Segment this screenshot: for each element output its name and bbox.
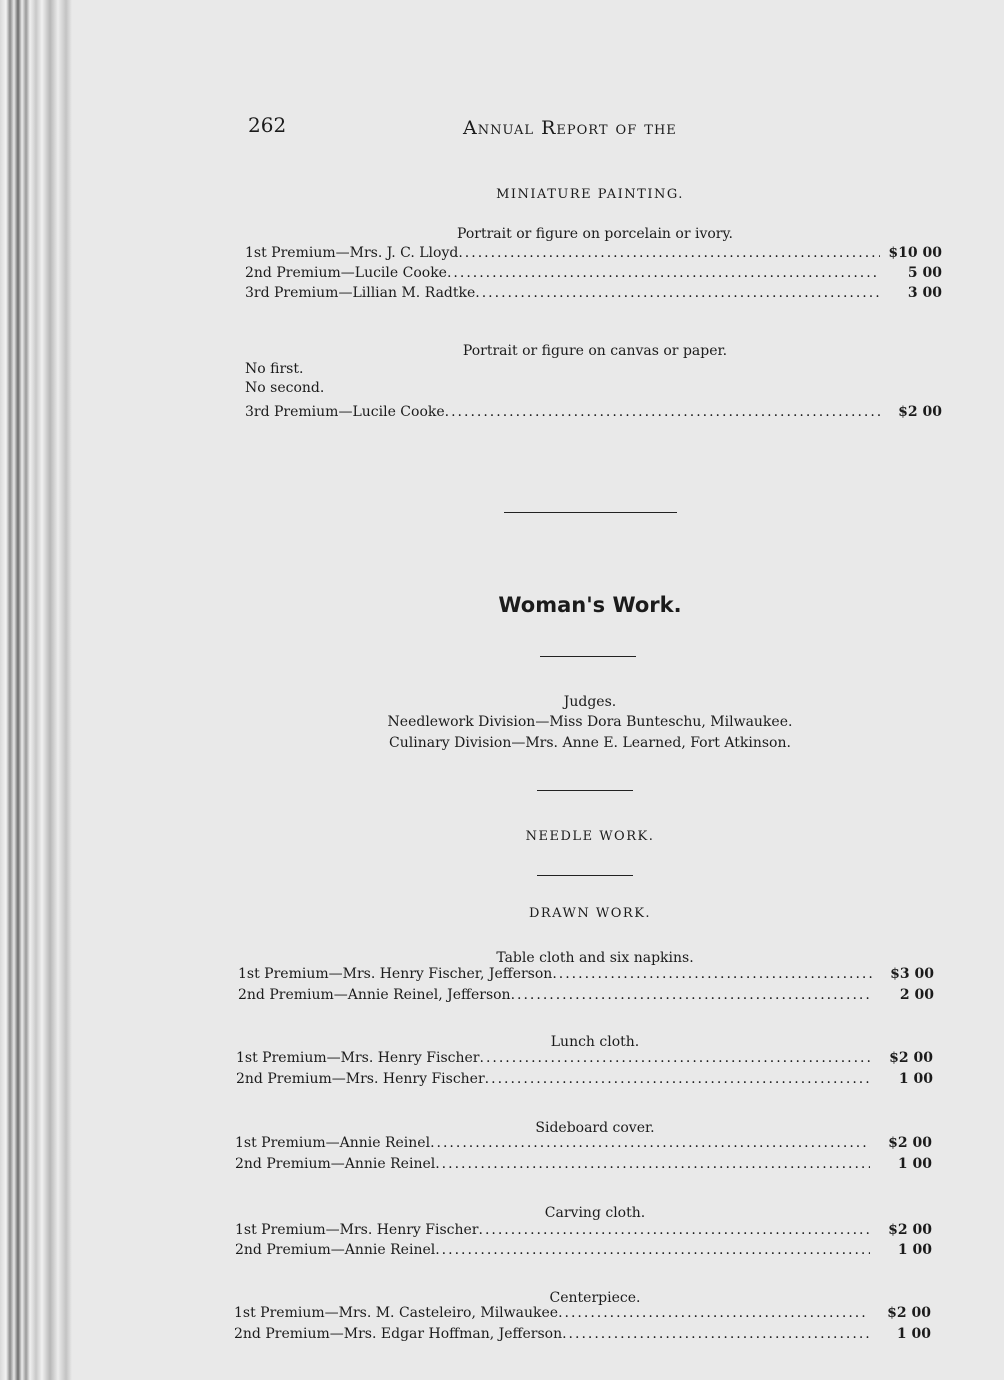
premium-entry: [235, 1156, 932, 1172]
premium-entry: [245, 265, 942, 281]
premium-winner: 2nd Premium—Lucile Cooke: [245, 265, 447, 281]
premium-winner: 1st Premium—Annie Reinel: [235, 1135, 431, 1151]
premium-amount: 5 00: [907, 265, 942, 281]
premium-amount: $2 00: [888, 1135, 932, 1151]
premium-entry: [235, 1222, 932, 1238]
page-number: 262: [248, 113, 287, 137]
premium-entry: [245, 404, 942, 420]
category-subtitle: Carving cloth.: [544, 1205, 646, 1221]
section-divider: [504, 512, 677, 513]
premium-entry: [238, 966, 934, 982]
premium-amount: $10 00: [888, 245, 942, 261]
premium-amount: $3 00: [890, 966, 934, 982]
dot-leader: [562, 1326, 869, 1342]
judge-line: Needlework Division—Miss Dora Bunteschu, Milwaukee.: [387, 714, 793, 730]
premium-entry: [235, 1135, 932, 1151]
premium-winner: 2nd Premium—Mrs. Henry Fischer: [236, 1071, 485, 1087]
premium-amount: $2 00: [888, 1222, 932, 1238]
divider-rule: [540, 656, 636, 657]
premium-entry: [234, 1305, 931, 1321]
dot-leader: [480, 1050, 872, 1066]
premium-amount: 1 00: [897, 1156, 932, 1172]
premium-winner: 3rd Premium—Lillian M. Radtke: [245, 285, 476, 301]
premium-winner: 1st Premium—Mrs. J. C. Lloyd: [245, 245, 459, 261]
dot-leader: [485, 1071, 871, 1087]
divider-rule: [537, 790, 633, 791]
section-title-miniature-painting: MINIATURE PAINTING.: [496, 187, 684, 202]
premium-winner: 2nd Premium—Annie Reinel: [235, 1242, 436, 1258]
premium-amount: $2 00: [889, 1050, 933, 1066]
premium-winner: 1st Premium—Mrs. M. Casteleiro, Milwaukee: [234, 1305, 559, 1321]
premium-amount: $2 00: [887, 1305, 931, 1321]
category-subtitle: Table cloth and six napkins.: [496, 950, 694, 966]
section-title-drawn-work: DRAWN WORK.: [528, 906, 652, 921]
premium-amount: $2 00: [898, 404, 942, 420]
premium-entry: [236, 1071, 933, 1087]
dot-leader: [430, 1135, 870, 1151]
category-subtitle: Lunch cloth.: [550, 1034, 640, 1050]
premium-entry: [235, 1242, 932, 1258]
judge-line: Culinary Division—Mrs. Anne E. Learned, Fort Atkinson.: [389, 735, 791, 751]
category-subtitle: Sideboard cover.: [535, 1120, 655, 1136]
premium-entry: [236, 1050, 933, 1066]
note-line: No first.: [245, 361, 304, 377]
premium-amount: 1 00: [898, 1071, 933, 1087]
judges-label: Judges.: [563, 694, 617, 710]
dot-leader: [475, 285, 880, 301]
premium-amount: 2 00: [899, 987, 934, 1003]
category-subtitle: Portrait or figure on canvas or paper.: [462, 343, 728, 359]
running-title: Annual Report of the: [463, 117, 677, 139]
premium-winner: 1st Premium—Mrs. Henry Fischer: [235, 1222, 479, 1238]
premium-winner: 1st Premium—Mrs. Henry Fischer: [236, 1050, 480, 1066]
dot-leader: [479, 1222, 871, 1238]
premium-entry: [238, 987, 934, 1003]
dot-leader: [447, 265, 880, 281]
premium-entry: [234, 1326, 931, 1342]
section-title-womans-work: Woman's Work.: [498, 593, 682, 617]
dot-leader: [511, 987, 872, 1003]
section-title-needle-work: NEEDLE WORK.: [525, 829, 655, 844]
premium-entry: [245, 245, 942, 261]
premium-amount: 1 00: [896, 1326, 931, 1342]
divider-rule: [537, 875, 633, 876]
dot-leader: [445, 404, 880, 420]
dot-leader: [552, 966, 872, 982]
dot-leader: [435, 1156, 870, 1172]
premium-winner: 2nd Premium—Annie Reinel: [235, 1156, 436, 1172]
premium-winner: 2nd Premium—Annie Reinel, Jefferson: [238, 987, 511, 1003]
premium-amount: 3 00: [907, 285, 942, 301]
premium-winner: 1st Premium—Mrs. Henry Fischer, Jefferson: [238, 966, 553, 982]
category-subtitle: Centerpiece.: [549, 1290, 641, 1306]
dot-leader: [458, 245, 880, 261]
dot-leader: [435, 1242, 870, 1258]
category-subtitle: Portrait or figure on porcelain or ivory.: [457, 226, 733, 242]
premium-winner: 3rd Premium—Lucile Cooke: [245, 404, 445, 420]
premium-winner: 2nd Premium—Mrs. Edgar Hoffman, Jefferson: [234, 1326, 563, 1342]
note-line: No second.: [245, 380, 325, 396]
premium-amount: 1 00: [897, 1242, 932, 1258]
dot-leader: [558, 1305, 869, 1321]
premium-entry: [245, 285, 942, 301]
